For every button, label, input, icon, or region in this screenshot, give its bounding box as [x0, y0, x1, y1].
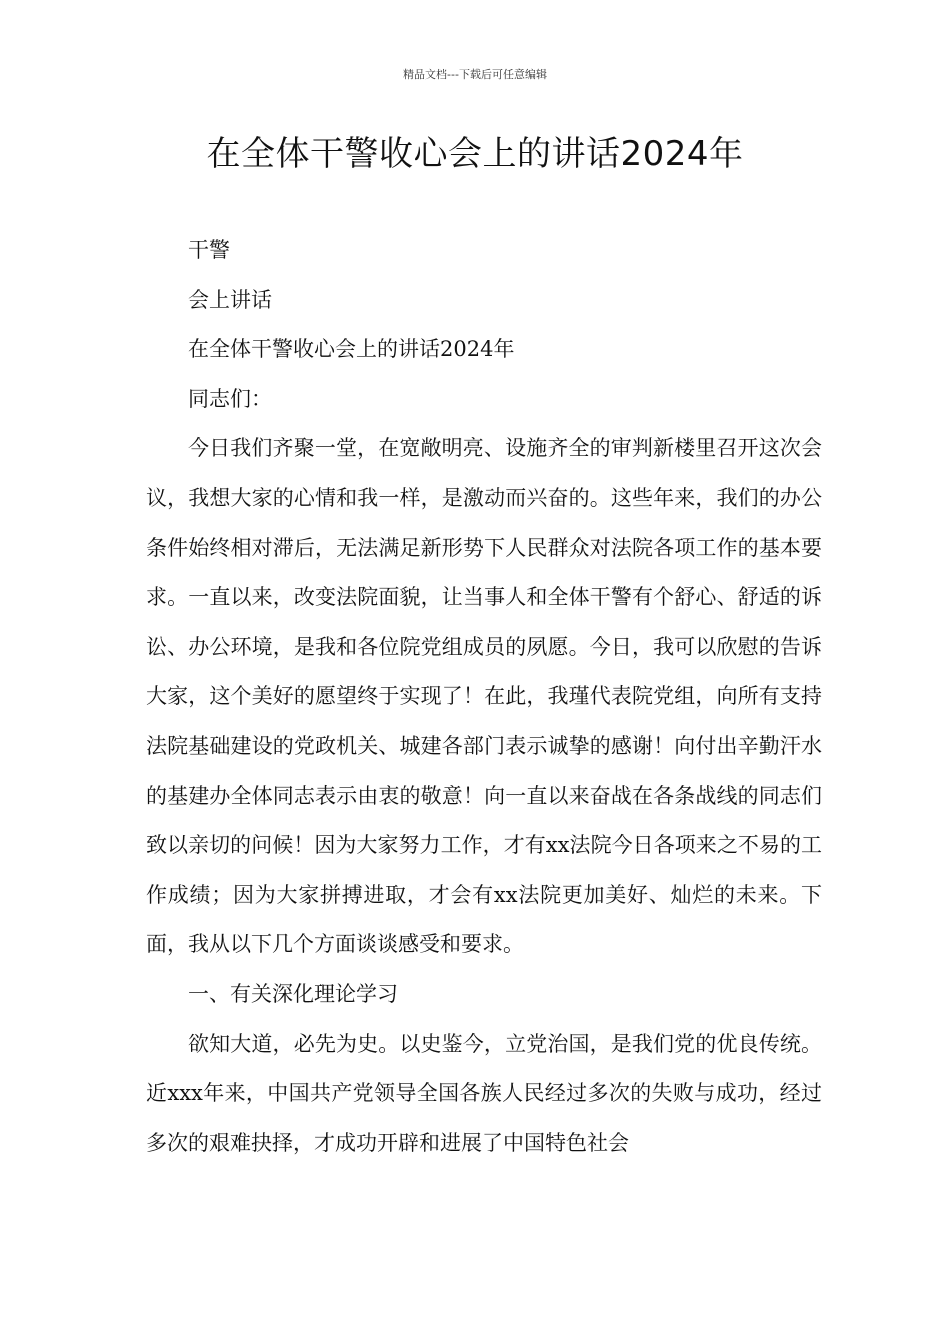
paragraph-keyword-2: 会上讲话: [188, 287, 272, 312]
document-body: [146, 226, 822, 1168]
section-heading-1: 一、有关深化理论学习: [188, 981, 398, 1006]
paragraph-section-1: 欲知大道，必先为史。以史鉴今，立党治国，是我们党的优良传统。近xxx年来，中国共产党领导全国各族人民经过多次的失败与成功，经过多次的艰难抉择，才成功开辟和进展了中国特色社会: [146, 1031, 822, 1155]
paragraph-opening: 今日我们齐聚一堂，在宽敞明亮、设施齐全的审判新楼里召开这次会议，我想大家的心情和我一样，是激动而兴奋的。这些年来，我们的办公条件始终相对滞后，无法满足新形势下人民群众对法院各项工作的基本要求。一直以来，改变法院面貌，让当事人和全体干警有个舒心、舒适的诉讼、办公环境，是我和各位院党组成员的夙愿。今日，我可以欣慰的告诉大家，这个美好的愿望终于实现了！在此，我瑾代表院党组，向所有支持法院基础建设的党政机关、城建各部门表示诚挚的感谢！向付出辛勤汗水的基建办全体同志表示由衷的敬意！向一直以来奋战在各条战线的同志们致以亲切的问候！因为大家努力工作，才有xx法院今日各项来之不易的工作成绩；因为大家拼搏进取，才会有xx法院更加美好、灿烂的未来。下面，我从以下几个方面谈谈感受和要求。: [146, 436, 822, 957]
paragraph-subtitle: 在全体干警收心会上的讲话2024年: [188, 337, 515, 362]
paragraph-keyword-1: 干警: [188, 238, 230, 262]
header-note: 精品文档---下载后可任意编辑: [403, 68, 547, 81]
document-title: 在全体干警收心会上的讲话2024年: [206, 134, 744, 174]
paragraph-salutation: 同志们：: [188, 386, 272, 411]
